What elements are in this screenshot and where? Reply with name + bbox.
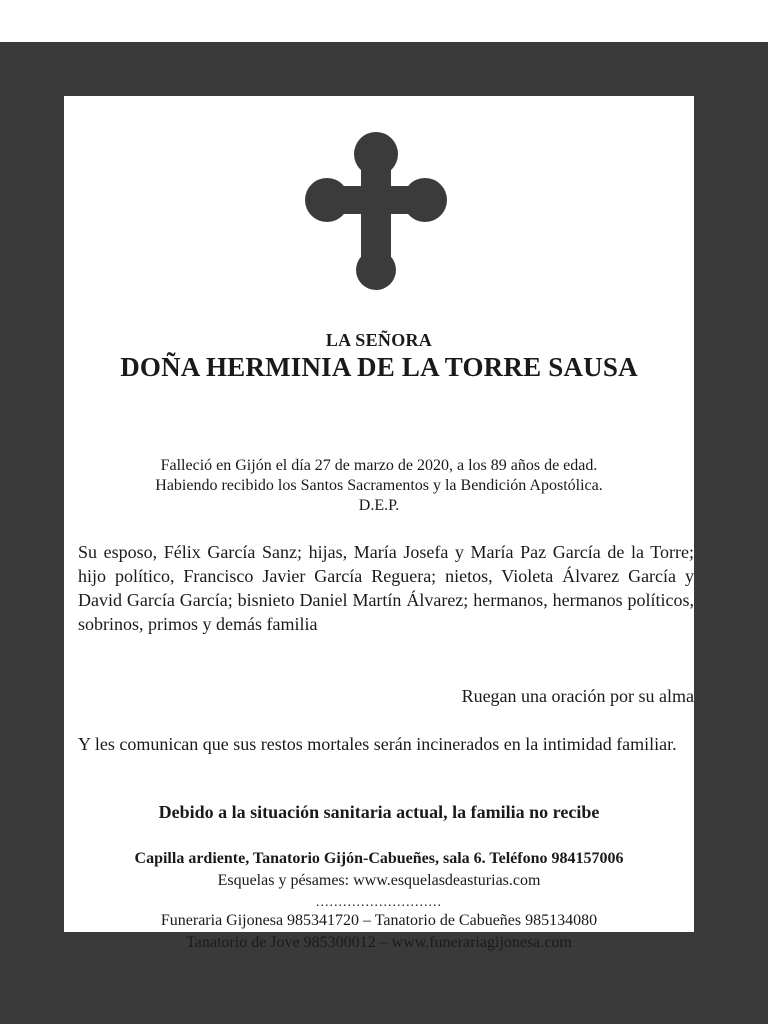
contacts-block: [64, 896, 694, 954]
obituary-sheet: [64, 96, 694, 951]
health-notice: Debido a la situación sanitaria actual, la familia no recibe: [158, 802, 600, 822]
prayer-line: Ruegan una oración por su alma: [461, 686, 694, 706]
contact-line: Tanatorio de Jove 985300012 – www.funerariagijonesa.com: [186, 934, 572, 951]
family-paragraph: Su esposo, Félix García Sanz; hijas, María Josefa y María Paz García de la Torre; hijo político, Francisco Javier García Reguera; nietos, Violeta Álvarez García y David García García; bisnieto Daniel Martín Álvarez; hermanos, hermanos políticos, sobrinos, primos y demás familia: [78, 542, 694, 634]
intro-line: D.E.P.: [358, 497, 400, 514]
title-small: LA SEÑORA: [325, 330, 433, 350]
chapel-info: Capilla ardiente, Tanatorio Gijón-Cabueñes, sala 6. Teléfono 984157006: [134, 850, 624, 867]
condolences-link: Esquelas y pésames: www.esquelasdeasturias.com: [217, 872, 541, 889]
intro-line: Falleció en Gijón el día 27 de marzo de 2020, a los 89 años de edad.: [160, 457, 598, 474]
intro-block: [64, 456, 694, 516]
cross-icon: [303, 130, 449, 292]
contact-line: Funeraria Gijonesa 985341720 – Tanatorio de Cabueñes 985134080: [160, 912, 598, 929]
remains-paragraph: Y les comunican que sus restos mortales serán incinerados en la intimidad familiar.: [78, 734, 677, 754]
intro-line: Habiendo recibido los Santos Sacramentos y la Bendición Apostólica.: [155, 477, 603, 494]
chapel-block: [64, 848, 694, 892]
separator: ............................: [316, 895, 442, 910]
deceased-name: DOÑA HERMINIA DE LA TORRE SAUSA: [120, 352, 638, 382]
